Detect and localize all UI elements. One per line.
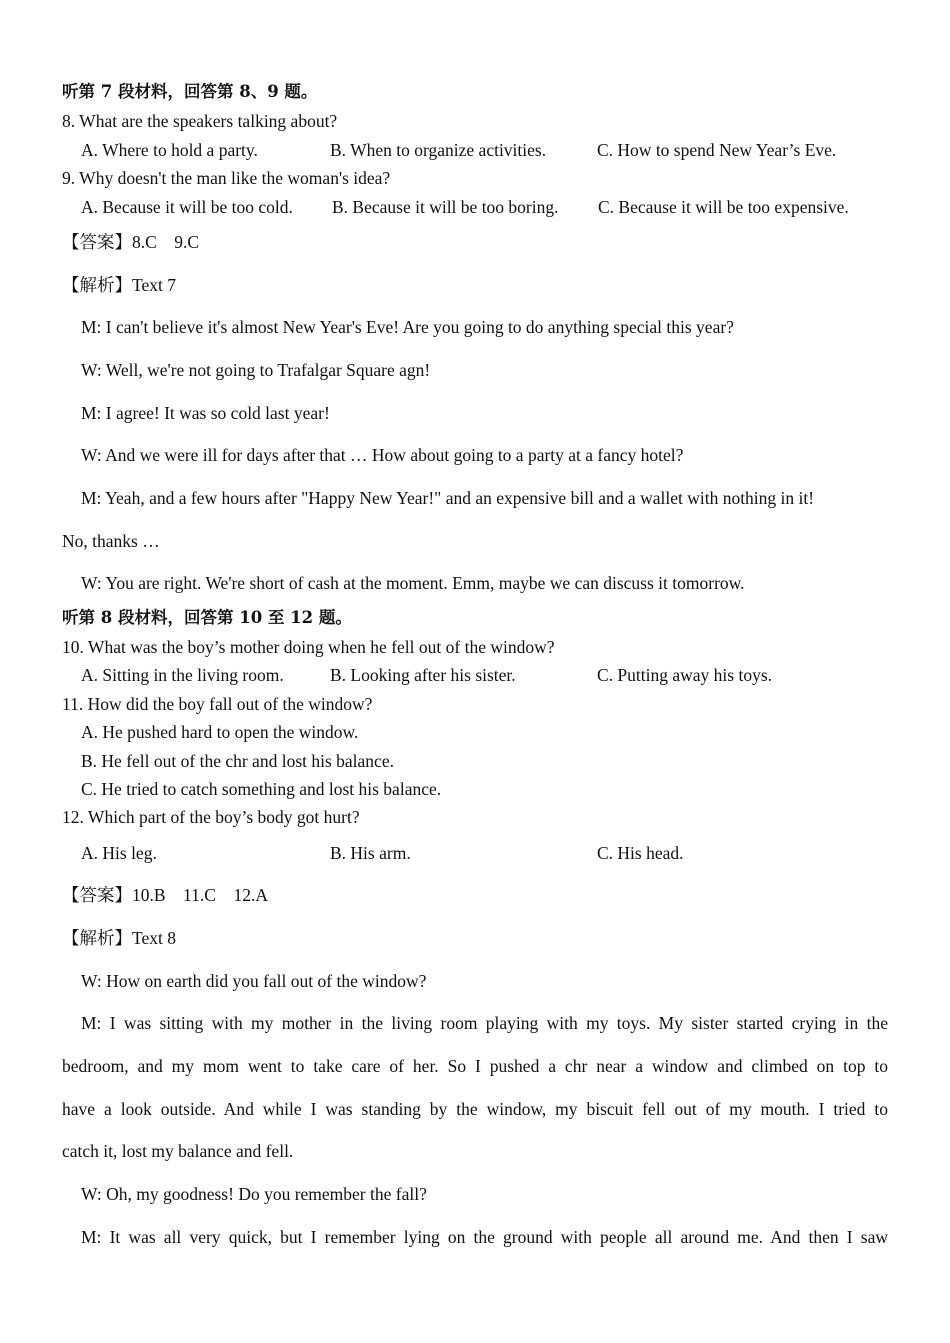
- dialogue-line: catch it, lost my balance and fell.: [62, 1141, 294, 1161]
- dialogue-line: have a look outside. And while I was standing by the window, my biscuit fell out of my mouth. I tried to: [62, 1099, 888, 1119]
- option-a: A. Because it will be too cold.: [81, 197, 293, 217]
- question-9-options: [81, 196, 901, 218]
- dialogue-line: W: And we were ill for days after that … How about going to a party at a fancy hotel?: [81, 445, 684, 465]
- dialogue-line: W: Well, we're not going to Trafalgar Square agn!: [81, 360, 431, 380]
- question-8-options: [81, 139, 901, 161]
- dialogue-line: M: I agree! It was so cold last year!: [81, 403, 330, 423]
- dialogue-line: M: Yeah, and a few hours after "Happy New Year!" and an expensive bill and a wallet with nothing in it!: [81, 488, 815, 508]
- option-b: B. He fell out of the chr and lost his balance.: [81, 751, 394, 771]
- dialogue-line: W: You are right. We're short of cash at the moment. Emm, maybe we can discuss it tomorrow.: [81, 573, 745, 593]
- answer-label: 【答案】10.B 11.C 12.A: [62, 885, 268, 905]
- option-a: A. His leg.: [81, 843, 157, 863]
- option-c: C. Putting away his toys.: [597, 665, 773, 685]
- answer-label: 【答案】8.C 9.C: [62, 232, 200, 252]
- option-b: B. Because it will be too boring.: [332, 197, 559, 217]
- option-b: B. Looking after his sister.: [330, 665, 516, 685]
- question-11: 11. How did the boy fall out of the window?: [62, 694, 373, 714]
- question-9: 9. Why doesn't the man like the woman's idea?: [62, 168, 391, 188]
- option-a: A. Sitting in the living room.: [81, 665, 284, 685]
- section-7-header: 听第 7 段材料，回答第 8、9 题。: [62, 82, 318, 101]
- question-8: 8. What are the speakers talking about?: [62, 111, 338, 131]
- dialogue-line: M: I was sitting with my mother in the living room playing with my toys. My sister started crying in the: [81, 1013, 888, 1033]
- dialogue-line: W: Oh, my goodness! Do you remember the fall?: [81, 1184, 427, 1204]
- option-c: C. His head.: [597, 843, 684, 863]
- dialogue-line: M: I can't believe it's almost New Year's Eve! Are you going to do anything special this year?: [81, 317, 734, 337]
- option-b: B. His arm.: [330, 843, 411, 863]
- option-c: C. Because it will be too expensive.: [598, 197, 849, 217]
- option-c: C. How to spend New Year’s Eve.: [597, 140, 837, 160]
- option-b: B. When to organize activities.: [330, 140, 547, 160]
- analysis-label: 【解析】Text 7: [62, 275, 176, 295]
- dialogue-line: M: It was all very quick, but I remember lying on the ground with people all around me. And then I saw: [81, 1227, 888, 1247]
- dialogue-line: No, thanks …: [62, 531, 160, 551]
- option-a: A. Where to hold a party.: [81, 140, 258, 160]
- dialogue-line: W: How on earth did you fall out of the window?: [81, 971, 427, 991]
- option-a: A. He pushed hard to open the window.: [81, 722, 359, 742]
- section-8-header: 听第 8 段材料，回答第 10 至 12 题。: [62, 608, 352, 627]
- question-10-options: [81, 664, 901, 686]
- question-12-options: [81, 842, 901, 864]
- option-c: C. He tried to catch something and lost his balance.: [81, 779, 442, 799]
- analysis-label: 【解析】Text 8: [62, 928, 176, 948]
- dialogue-line: bedroom, and my mom went to take care of her. So I pushed a chr near a window and climbed on top to: [62, 1056, 888, 1076]
- question-10: 10. What was the boy’s mother doing when he fell out of the window?: [62, 637, 555, 657]
- question-12: 12. Which part of the boy’s body got hurt?: [62, 807, 360, 827]
